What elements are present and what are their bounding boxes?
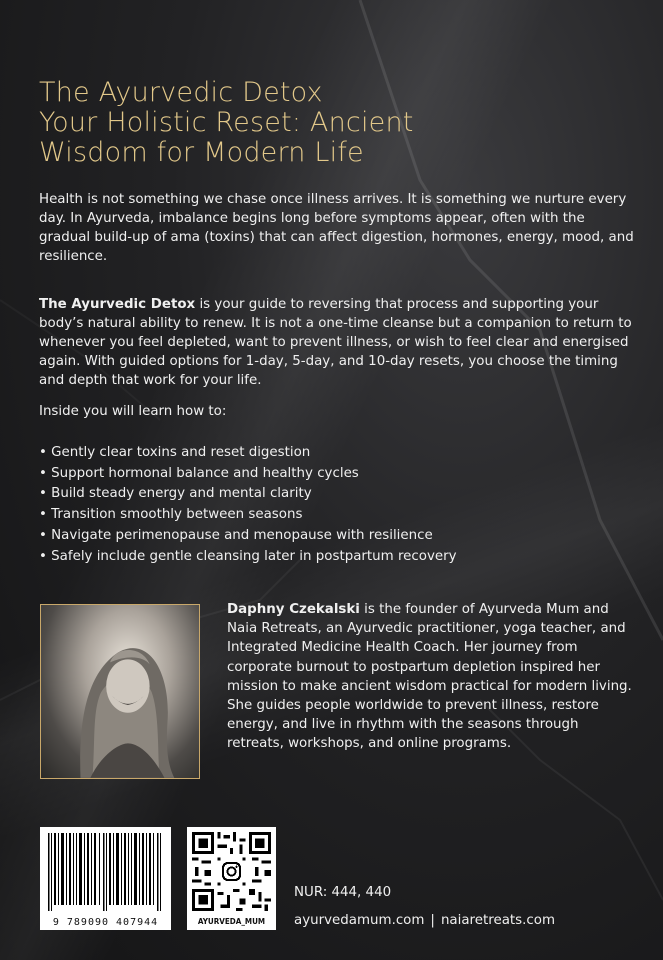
title-line: The Ayurvedic Detox <box>39 77 323 108</box>
title-line: Your Holistic Reset: Ancient <box>39 107 414 138</box>
author-portrait-icon <box>41 605 199 778</box>
isbn-number: 9 789090 407944 <box>52 917 159 928</box>
list-item: • Gently clear toxins and reset digestion <box>39 443 629 464</box>
list-item: • Transition smoothly between seasons <box>39 505 629 526</box>
author-bio-text: is the founder of Ayurveda Mum and Naia Retreats, an Ayurvedic practitioner, yoga teacher, and Integrated Medicine Health Coach. Her journey from corporate burnout to postpartum depletion inspired her mission to make ancient wisdom practical for modern living. She guides people worldwide to prevent illness, restore energy, and live in rhythm with the seasons through retreats, workshops, and online programs. <box>227 602 632 752</box>
author-photo <box>40 604 200 779</box>
website-link-naiaretreats[interactable]: naiaretreats.com <box>440 913 555 928</box>
website-links <box>294 913 555 928</box>
benefits-list <box>39 443 629 567</box>
book-title <box>39 78 639 168</box>
qr-pattern <box>192 832 271 911</box>
qr-code[interactable] <box>187 827 276 930</box>
barcode-bars <box>46 833 165 911</box>
detox-paragraph <box>39 295 635 390</box>
title-line: Wisdom for Modern Life <box>39 137 364 168</box>
list-item: • Support hormonal balance and healthy cycles <box>39 464 629 485</box>
learn-intro: Inside you will learn how to: <box>39 404 227 419</box>
list-item: • Navigate perimenopause and menopause with resilience <box>39 526 629 547</box>
detox-paragraph-text: is your guide to reversing that process and supporting your body’s natural ability to renew. It is not a one-time cleanse but a companion to return to whenever you feel depleted, want to prevent illness, or wish to feel clear and energised again. With guided options for 1-day, 5-day, and 10-day resets, you choose the timing and depth that work for your life. <box>39 297 632 388</box>
book-name-bold: The Ayurvedic Detox <box>39 297 196 312</box>
website-link-ayurvedamum[interactable]: ayurvedamum.com <box>294 913 425 928</box>
website-separator: | <box>430 913 435 928</box>
qr-label: AYURVEDA_MUM <box>197 917 266 926</box>
nur-code: NUR: 444, 440 <box>294 885 392 900</box>
author-name: Daphny Czekalski <box>227 602 360 617</box>
isbn-barcode <box>40 827 171 930</box>
list-item: • Safely include gentle cleansing later in postpartum recovery <box>39 547 629 568</box>
list-item: • Build steady energy and mental clarity <box>39 484 629 505</box>
intro-paragraph: Health is not something we chase once illness arrives. It is something we nurture every day. In Ayurveda, imbalance begins long before symptoms appear, often with the gradual build-up of ama (toxins) that can affect digestion, hormones, energy, mood, and resilience. <box>39 192 634 264</box>
author-bio <box>227 600 632 754</box>
